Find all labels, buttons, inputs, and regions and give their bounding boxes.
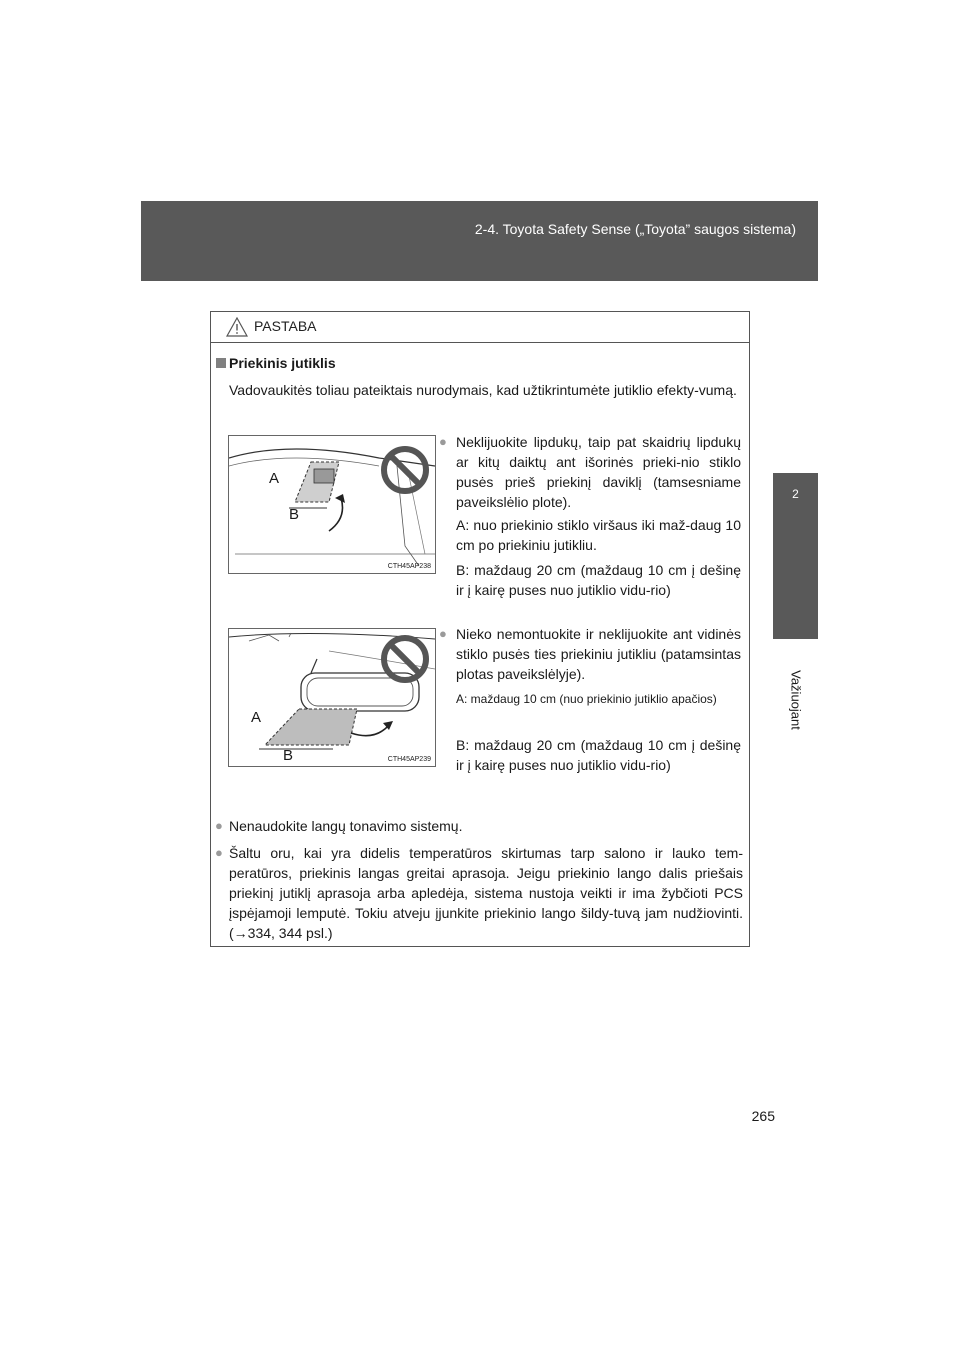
figure2-note-b: B: maždaug 20 cm (maždaug 10 cm į dešinę ir į kairę puses nuo jutiklio vidu-rio) <box>456 737 741 773</box>
chapter-label: Važiuojant <box>788 670 804 730</box>
figure1-code: CTH45AP238 <box>387 563 431 570</box>
notice-heading: Priekinis jutiklis <box>229 355 336 371</box>
prohibited-icon <box>379 444 431 496</box>
bullet-icon: ● <box>215 818 223 833</box>
bullet-icon: ● <box>439 434 447 449</box>
bullet-icon: ● <box>215 845 223 860</box>
section-title: 2-4. Toyota Safety Sense („Toyota” saugos sistema) <box>474 221 796 237</box>
figure2-note-a: A: maždaug 10 cm (nuo priekinio jutiklio apačios) <box>456 692 717 706</box>
warning-icon <box>226 317 248 337</box>
section-header <box>141 201 818 281</box>
chapter-label-wrap <box>781 650 811 750</box>
figure1-note-a: A: nuo priekinio stiklo viršaus iki maž-daug 10 cm po priekiniu jutikliu. <box>456 517 741 553</box>
chapter-tab <box>773 473 818 639</box>
figure-windshield-exterior <box>228 435 436 574</box>
figure2-label-b: B <box>283 747 294 764</box>
figure-windshield-interior <box>228 628 436 767</box>
heading-square-icon <box>216 358 226 368</box>
figure1-note-b: B: maždaug 20 cm (maždaug 10 cm į dešinę ir į kairę puses nuo jutiklio vidu-rio) <box>456 562 741 598</box>
figure1-label-a: A <box>269 470 280 487</box>
notice-title: PASTABA <box>254 318 317 334</box>
bullet-no-tint: Nenaudokite langų tonavimo sistemų. <box>229 818 463 834</box>
chapter-number: 2 <box>792 487 799 501</box>
figure1-bullet: Neklijuokite lipdukų, taip pat skaidrių lipdukų ar kitų daiktų ant išorinės prieki-nio stiklo pusės prieš priekinį daviklį (tamsesniame paveikslėlio plote). <box>456 434 741 510</box>
bullet-fogging: Šaltu oru, kai yra didelis temperatūros skirtumas tarp salono ir lauko tem-peratūros, priekinis langas greitai aprasoja. Jeigu priekinio lango dalis priešais priekinį jutiklį aprasoja arba apledėja, sistema nustoja veikti ir ima žybčioti PCS įspėjamoji lemputė. Tokiu atveju įjunkite priekinio lango šildy-tuvą jam nudžiovinti. (→334, 344 psl.) <box>229 845 743 941</box>
figure2-code: CTH45AP239 <box>387 756 431 763</box>
bullet-icon: ● <box>439 626 447 641</box>
figure1-label-b: B <box>289 506 300 523</box>
prohibited-icon <box>379 633 431 685</box>
figure2-label-a: A <box>251 709 262 726</box>
notice-intro: Vadovaukitės toliau pateiktais nurodymais, kad užtikrintumėte jutiklio efekty-vumą. <box>229 382 737 398</box>
figure2-bullet: Nieko nemontuokite ir neklijuokite ant vidinės stiklo pusės ties priekiniu jutikliu (patamsintas plotas paveikslėlyje). <box>456 626 741 682</box>
notice-header <box>211 312 749 343</box>
page-number: 265 <box>751 1108 775 1124</box>
